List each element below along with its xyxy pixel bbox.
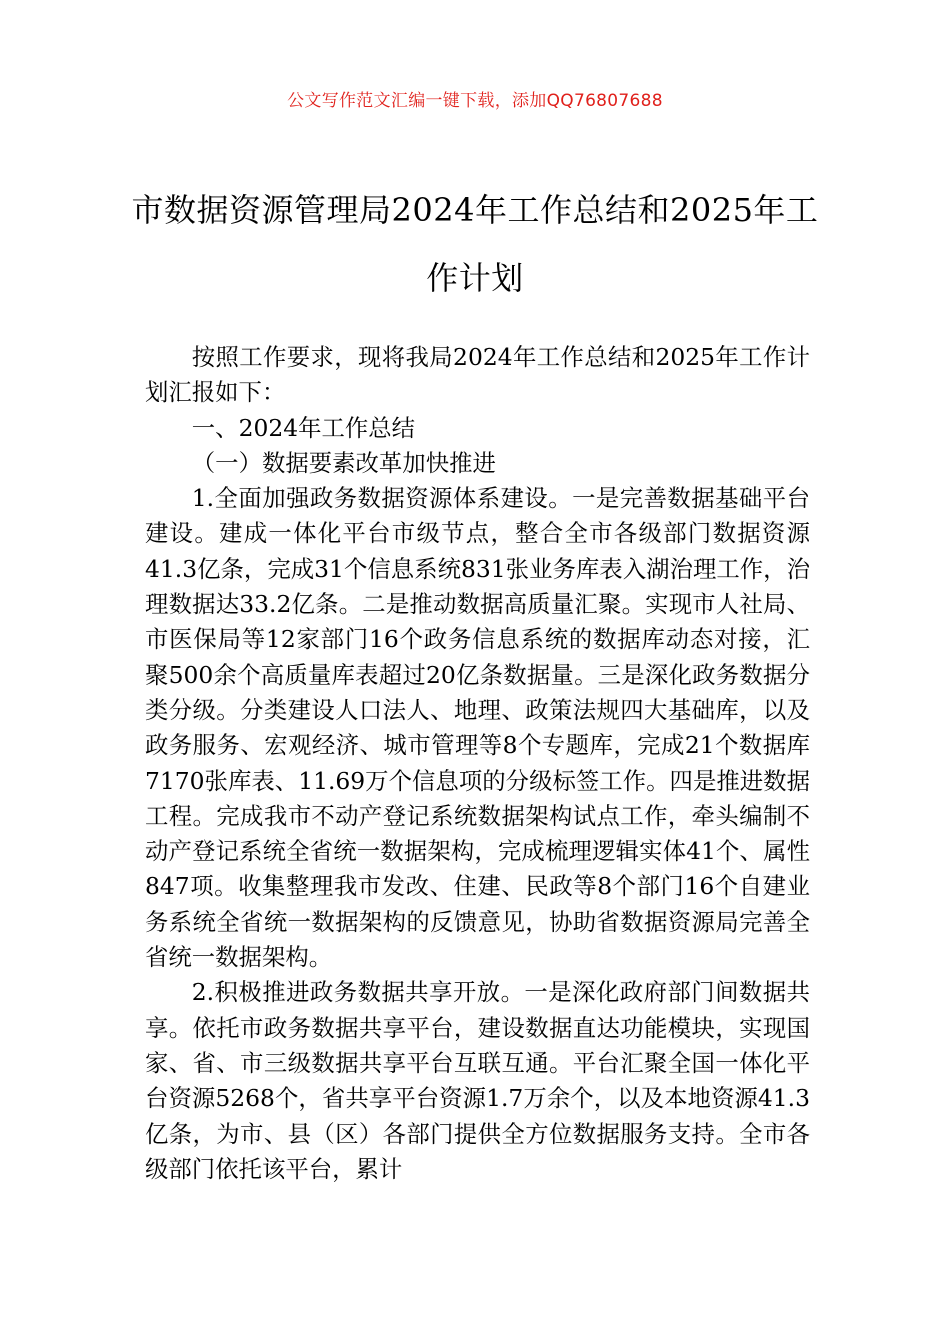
document-body xyxy=(145,340,810,1187)
page-title: 市数据资源管理局2024年工作总结和2025年工作计划 xyxy=(131,191,819,297)
body-paragraph: 1.全面加强政务数据资源体系建设。一是完善数据基础平台建设。建成一体化平台市级节点，整合全市各级部门数据资源41.3亿条，完成31个信息系统831张业务库表入湖治理工作，治理数据达33.2亿条。二是推动数据高质量汇聚。实现市人社局、市医保局等12家部门16个政务信息系统的数据库动态对接，汇聚500余个高质量库表超过20亿条数据量。三是深化政务数据分类分级。分类建设人口法人、地理、政策法规四大基础库，以及政务服务、宏观经济、城市管理等8个专题库，完成21个数据库7170张库表、11.69万个信息项的分级标签工作。四是推进数据工程。完成我市不动产登记系统数据架构试点工作，牵头编制不动产登记系统全省统一数据架构，完成梳理逻辑实体41个、属性847项。收集整理我市发改、住建、民政等8个部门16个自建业务系统全省统一数据架构的反馈意见，协助省数据资源局完善全省统一数据架构。 xyxy=(145,484,810,972)
header-note: 公文写作范文汇编一键下载，添加QQ76807688 xyxy=(287,91,663,111)
body-paragraph: 2.积极推进政务数据共享开放。一是深化政府部门间数据共享。依托市政务数据共享平台，建设数据直达功能模块，实现国家、省、市三级数据共享平台互联互通。平台汇聚全国一体化平台资源5268个，省共享平台资源1.7万余个，以及本地资源41.3亿条，为市、县（区）各部门提供全方位数据服务支持。全市各级部门依托该平台，累计 xyxy=(145,978,810,1183)
subsection-heading: （一）数据要素改革加快推进 xyxy=(191,448,496,477)
section-heading: 一、2024年工作总结 xyxy=(191,413,416,442)
intro-paragraph: 按照工作要求，现将我局2024年工作总结和2025年工作计划汇报如下： xyxy=(145,343,810,407)
